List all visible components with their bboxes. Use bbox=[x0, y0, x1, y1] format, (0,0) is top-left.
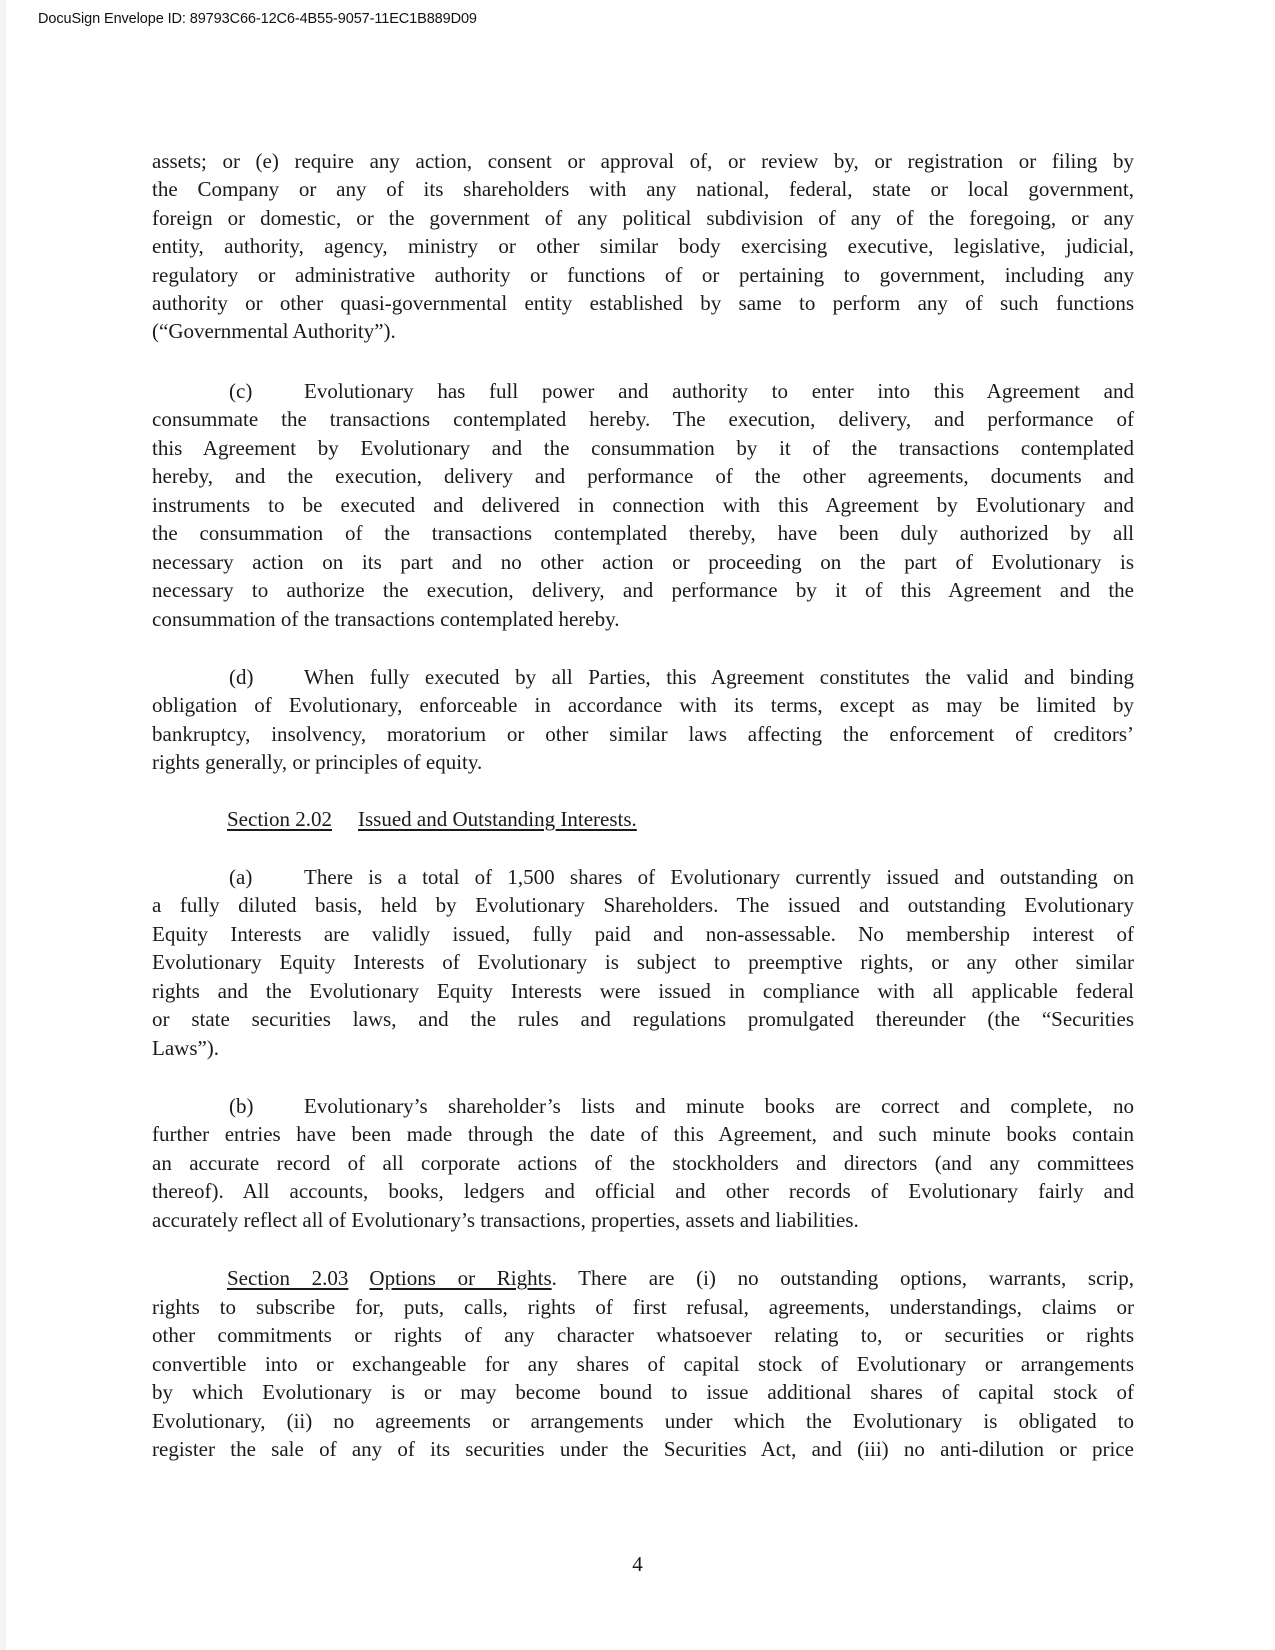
text-line: rights generally, or principles of equity. bbox=[152, 750, 483, 774]
text-line: the consummation of the transactions contemplated thereby, have been duly authorized by all bbox=[152, 521, 1134, 545]
section-number: Section 2.03 bbox=[227, 1266, 349, 1290]
text-line: regulatory or administrative authority or functions of or pertaining to government, including any bbox=[152, 263, 1134, 287]
section-heading-2-03: Section 2.03 Options or Rights. There are (i) no outstanding options, warrants, scrip, bbox=[227, 1266, 1134, 1290]
text-line: Laws”). bbox=[152, 1036, 220, 1060]
text-line: obligation of Evolutionary, enforceable in accordance with its terms, except as may be limited by bbox=[152, 693, 1134, 717]
text-line: hereby, and the execution, delivery and performance of the other agreements, documents and bbox=[152, 464, 1134, 488]
text-line: necessary to authorize the execution, delivery, and performance by it of this Agreement and the bbox=[152, 578, 1134, 602]
text-line: authority or other quasi-governmental entity established by same to perform any of such functions bbox=[152, 291, 1134, 315]
text-line: by which Evolutionary is or may become bound to issue additional shares of capital stock of bbox=[152, 1380, 1134, 1404]
text-line-first: (d) When fully executed by all Parties, this Agreement constitutes the valid and binding bbox=[229, 665, 1134, 689]
text-line: thereof). All accounts, books, ledgers and official and other records of Evolutionary fairly and bbox=[152, 1179, 1134, 1203]
text-line: this Agreement by Evolutionary and the consummation by it of the transactions contemplated bbox=[152, 436, 1134, 460]
section-title: Options or Rights bbox=[369, 1266, 552, 1290]
text-line: entity, authority, agency, ministry or other similar body exercising executive, legislative, judicial, bbox=[152, 234, 1134, 258]
section-title: Issued and Outstanding Interests bbox=[358, 807, 632, 831]
section-heading-2-02: Section 2.02 Issued and Outstanding Interests. bbox=[227, 807, 637, 831]
text-line: instruments to be executed and delivered in connection with this Agreement by Evolutionary and bbox=[152, 493, 1134, 517]
text-line: accurately reflect all of Evolutionary’s transactions, properties, assets and liabilities. bbox=[152, 1208, 859, 1232]
text-line: other commitments or rights of any character whatsoever relating to, or securities or rights bbox=[152, 1323, 1134, 1347]
text-line: Equity Interests are validly issued, fully paid and non-assessable. No membership interest of bbox=[152, 922, 1134, 946]
paragraph-label: (a) bbox=[229, 865, 253, 889]
page-edge bbox=[0, 0, 6, 1650]
section-number: Section 2.02 bbox=[227, 807, 332, 831]
docusign-envelope-id: DocuSign Envelope ID: 89793C66-12C6-4B55-9057-11EC1B889D09 bbox=[38, 11, 477, 27]
text-line: bankruptcy, insolvency, moratorium or other similar laws affecting the enforcement of creditors’ bbox=[152, 722, 1134, 746]
text-line: a fully diluted basis, held by Evolutionary Shareholders. The issued and outstanding Evolutionary bbox=[152, 893, 1134, 917]
text-line: rights and the Evolutionary Equity Interests were issued in compliance with all applicable federal bbox=[152, 979, 1134, 1003]
text-line: an accurate record of all corporate actions of the stockholders and directors (and any committees bbox=[152, 1151, 1134, 1175]
text-line: consummation of the transactions contemplated hereby. bbox=[152, 607, 620, 631]
text-line: foreign or domestic, or the government of any political subdivision of any of the foregoing, or any bbox=[152, 206, 1134, 230]
text-line: rights to subscribe for, puts, calls, rights of first refusal, agreements, understandings, claims or bbox=[152, 1295, 1134, 1319]
text-line: Evolutionary Equity Interests of Evolutionary is subject to preemptive rights, or any other similar bbox=[152, 950, 1134, 974]
text-line-first: (a) There is a total of 1,500 shares of Evolutionary currently issued and outstanding on bbox=[229, 865, 1134, 889]
text-line: register the sale of any of its securities under the Securities Act, and (iii) no anti-dilution or price bbox=[152, 1437, 1134, 1461]
paragraph-label: (d) bbox=[229, 665, 254, 689]
text-line: consummate the transactions contemplated hereby. The execution, delivery, and performance of bbox=[152, 407, 1134, 431]
text-line-first: (c) Evolutionary has full power and authority to enter into this Agreement and bbox=[229, 379, 1134, 403]
text-line: assets; or (e) require any action, consent or approval of, or review by, or registration or filing by bbox=[152, 149, 1134, 173]
text-line: further entries have been made through the date of this Agreement, and such minute books contain bbox=[152, 1122, 1134, 1146]
text-line: Evolutionary, (ii) no agreements or arrangements under which the Evolutionary is obligated to bbox=[152, 1409, 1134, 1433]
text-line: the Company or any of its shareholders with any national, federal, state or local government, bbox=[152, 177, 1134, 201]
page-number: 4 bbox=[632, 1552, 643, 1576]
text-line: necessary action on its part and no other action or proceeding on the part of Evolutionary is bbox=[152, 550, 1134, 574]
paragraph-label: (b) bbox=[229, 1094, 254, 1118]
text-line: convertible into or exchangeable for any shares of capital stock of Evolutionary or arrangements bbox=[152, 1352, 1134, 1376]
paragraph-label: (c) bbox=[229, 379, 253, 403]
text-line: (“Governmental Authority”). bbox=[152, 319, 396, 343]
text-line: or state securities laws, and the rules and regulations promulgated thereunder (the “Securities bbox=[152, 1007, 1134, 1031]
text-line-first: (b) Evolutionary’s shareholder’s lists and minute books are correct and complete, no bbox=[229, 1094, 1134, 1118]
